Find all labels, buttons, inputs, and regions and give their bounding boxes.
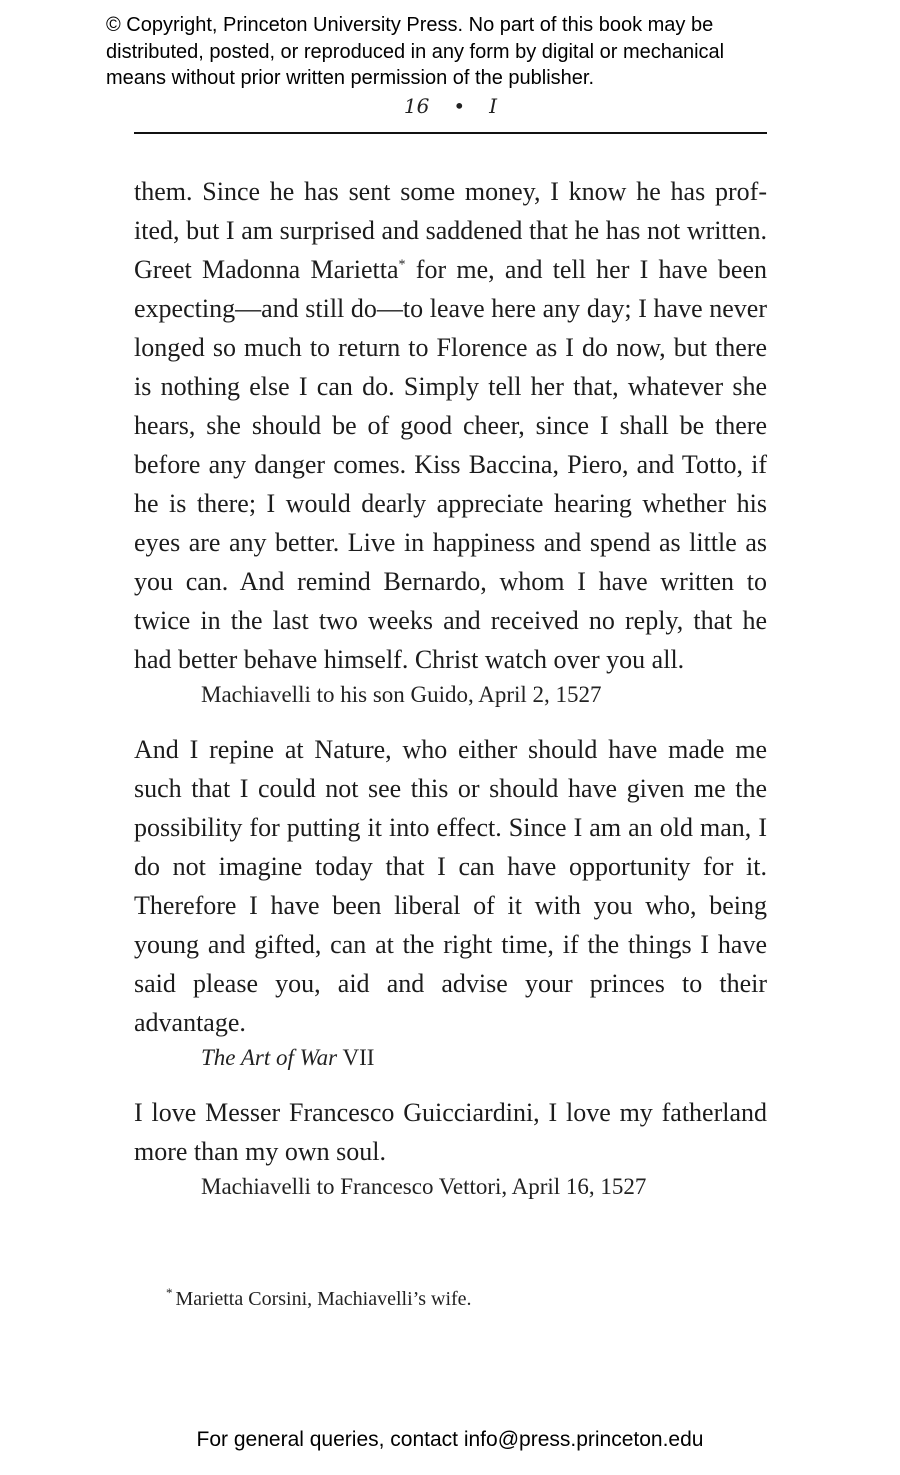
page-body (134, 172, 767, 1222)
copyright-line: means without prior written permission of the publisher. (106, 67, 595, 89)
quote-text: them. Since he has sent some money, I know he has profited, but I am surprised and saddened that he has not written. Greet Madonna Marietta (134, 177, 767, 284)
copyright-line: © Copyright, Princeton University Press. No part of this book may be (106, 14, 714, 36)
section-label: I (489, 94, 498, 118)
page-number: 16 (403, 94, 430, 118)
running-head-separator: • (453, 94, 466, 118)
contact-footer: For general queries, contact info@press.princeton.edu (196, 1428, 704, 1451)
copyright-line: distributed, posted, or reproduced in any form by digital or mechanical (106, 40, 725, 63)
quote-attribution (134, 1040, 767, 1076)
quote-attribution: Machiavelli to his son Guido, April 2, 1527 (201, 682, 602, 707)
footnote-reference: * (398, 257, 406, 273)
footnote (166, 1285, 472, 1311)
copyright-notice (106, 12, 806, 92)
work-section: VII (337, 1045, 375, 1070)
quote-text: for me, and tell her I have been expecting—and still do—to leave here any day; I have never longed so much to return to Florence as I do now, but there is nothing else I can do. Simply tell her that, whatever she hears, she should be of good cheer, since I shall be there before any danger comes. Kiss Baccina, Piero, and Totto, if he is there; I would dearly appreciate hearing whether his eyes are any better. Live in happiness and spend as little as you can. And remind Bernardo, whom I have written to twice in the last two weeks and received no reply, that he had better behave himself. Christ watch over you all. (134, 255, 767, 674)
running-head (134, 94, 767, 118)
footnote-mark: * (166, 1285, 173, 1301)
header-rule (134, 132, 767, 134)
work-title: The Art of War (201, 1045, 338, 1070)
footnote-text: Marietta Corsini, Machiavelli’s wife. (175, 1288, 472, 1310)
quote-attribution: Machiavelli to Francesco Vettori, April 16, 1527 (201, 1174, 647, 1199)
quote-paragraph: And I repine at Nature, who either should have made me such that I could not see this or should have given me the possibility for putting it into effect. Since I am an old man, I do not imagine today that I can have opportunity for it. Therefore I have been liberal of it with you who, being young and gifted, can at the right time, if the things I have said please you, aid and advise your princes to their advantage. (134, 735, 767, 1037)
quote-paragraph: I love Messer Francesco Guicciardini, I love my fatherland more than my own soul. (134, 1098, 767, 1166)
quote-paragraph (134, 172, 767, 679)
